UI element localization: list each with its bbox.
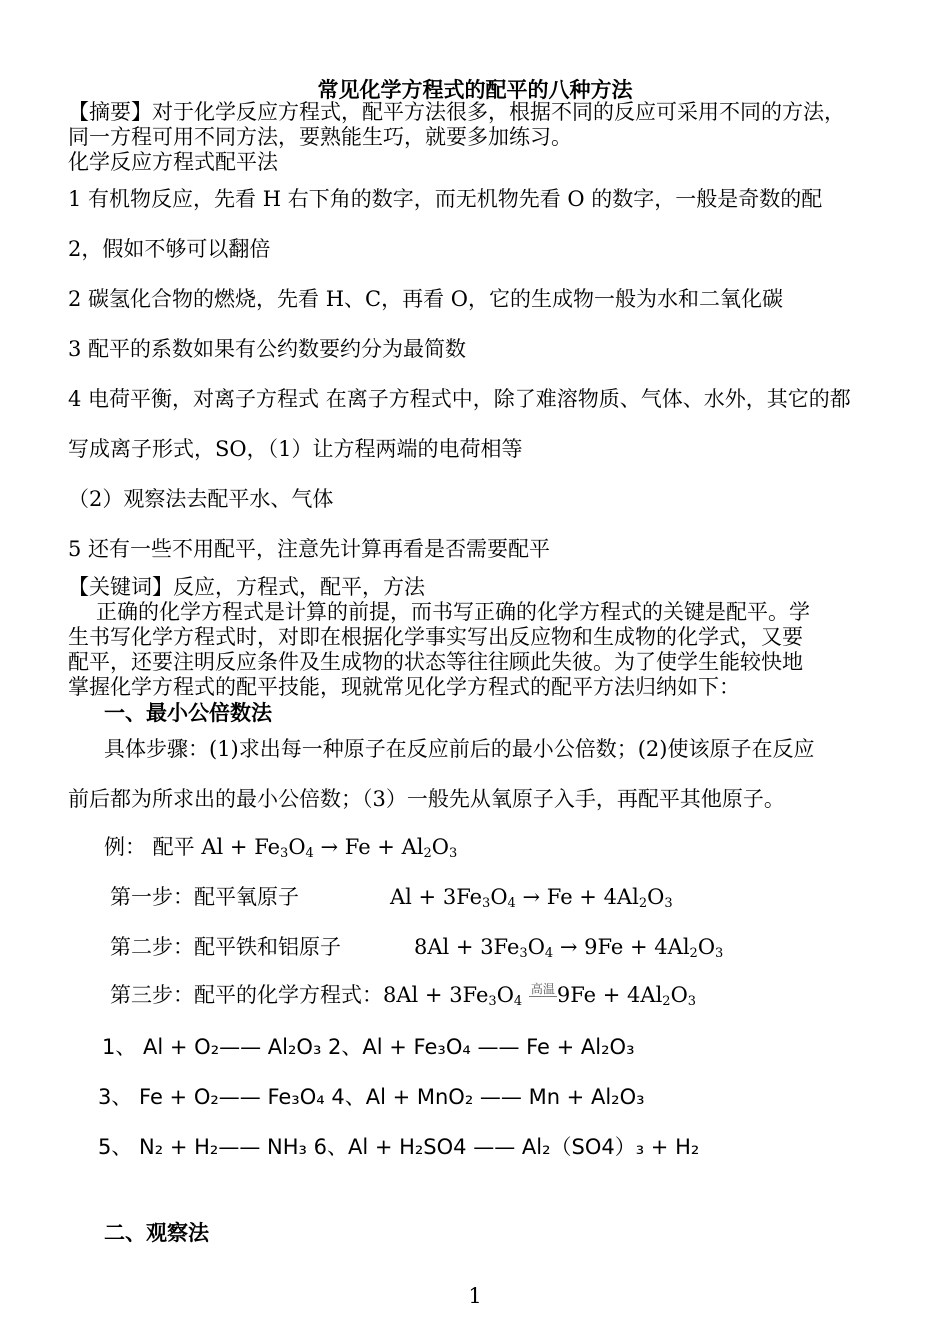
example-equation: 例： 配平 $Al + Fe_3O_4 \to Fe + Al_2O_3$ xyxy=(104,835,458,861)
step-3: 第三步：配平的化学方程式：$8Al + 3Fe_3O_4$ $^{高温}9Fe + 4Al_2O_3$ xyxy=(110,982,697,1009)
intro-line: 生书写化学方程式时，对即在根据化学事实写出反应物和生成物的化学式，又要 xyxy=(68,625,803,649)
step-1: 第一步：配平氧原子 $Al + 3Fe_3O_4 \to Fe + 4Al_2O_3$ xyxy=(110,885,673,911)
step-2: 第二步：配平铁和铝原子 $8Al + 3Fe_3O_4 \to 9Fe + 4Al_2O_3$ xyxy=(110,935,724,961)
rule-line: 5 还有一些不用配平，注意先计算再看是否需要配平 xyxy=(68,537,551,561)
example-label: 例： 配平 xyxy=(104,835,195,859)
rule-line: 1 有机物反应，先看 H 右下角的数字，而无机物先看 O 的数字，一般是奇数的配 xyxy=(68,187,823,211)
exercise-line: 5、 N₂ + H₂—— NH₃ 6、Al + H₂SO4 —— Al₂（SO4）₃ + H₂ xyxy=(98,1135,700,1159)
steps-line-2: 前后都为所求出的最小公倍数；（3）一般先从氧原子入手，再配平其他原子。 xyxy=(68,787,785,811)
document-title: 常见化学方程式的配平的八种方法 xyxy=(317,77,633,102)
intro-line: 正确的化学方程式是计算的前提，而书写正确的化学方程式的关键是配平。学 xyxy=(96,600,810,624)
page-number: 1 xyxy=(468,1284,482,1308)
rule-line: 写成离子形式，SO，（1）让方程两端的电荷相等 xyxy=(68,437,523,461)
rule-line: 2，假如不够可以翻倍 xyxy=(68,237,271,261)
rule-line: （2）观察法去配平水、气体 xyxy=(68,487,334,511)
step-2-label: 第二步：配平铁和铝原子 xyxy=(110,935,341,959)
abstract-line-1: 【摘要】对于化学反应方程式，配平方法很多，根据不同的反应可采用不同的方法， xyxy=(68,100,845,124)
keywords: 【关键词】反应，方程式，配平，方法 xyxy=(68,575,425,599)
abstract-line-2: 同一方程可用不同方法，要熟能生巧，就要多加练习。 xyxy=(68,125,572,149)
method-subtitle: 化学反应方程式配平法 xyxy=(68,150,278,174)
section-2-heading: 二、观察法 xyxy=(104,1220,209,1245)
step-3-label: 第三步：配平的化学方程式： xyxy=(110,983,383,1007)
rule-line: 4 电荷平衡，对离子方程式 在离子方程式中，除了难溶物质、气体、水外，其它的都 xyxy=(68,387,851,411)
step-1-label: 第一步：配平氧原子 xyxy=(110,885,299,909)
intro-line: 配平，还要注明反应条件及生成物的状态等往往顾此失彼。为了使学生能较快地 xyxy=(68,650,803,674)
intro-line: 掌握化学方程式的配平技能，现就常见化学方程式的配平方法归纳如下： xyxy=(68,675,740,699)
steps-line-1: 具体步骤：(1)求出每一种原子在反应前后的最小公倍数；(2)使该原子在反应 xyxy=(104,737,815,761)
section-1-heading: 一、最小公倍数法 xyxy=(104,700,272,725)
rule-line: 3 配平的系数如果有公约数要约分为最简数 xyxy=(68,337,467,361)
exercise-line: 1、 Al + O₂—— Al₂O₃ 2、Al + Fe₃O₄ —— Fe + Al₂O₃ xyxy=(102,1035,635,1059)
rule-line: 2 碳氢化合物的燃烧，先看 H、C，再看 O，它的生成物一般为水和二氧化碳 xyxy=(68,287,783,311)
exercise-line: 3、 Fe + O₂—— Fe₃O₄ 4、Al + MnO₂ —— Mn + Al₂O₃ xyxy=(98,1085,645,1109)
reaction-condition: 高温 xyxy=(530,982,555,996)
